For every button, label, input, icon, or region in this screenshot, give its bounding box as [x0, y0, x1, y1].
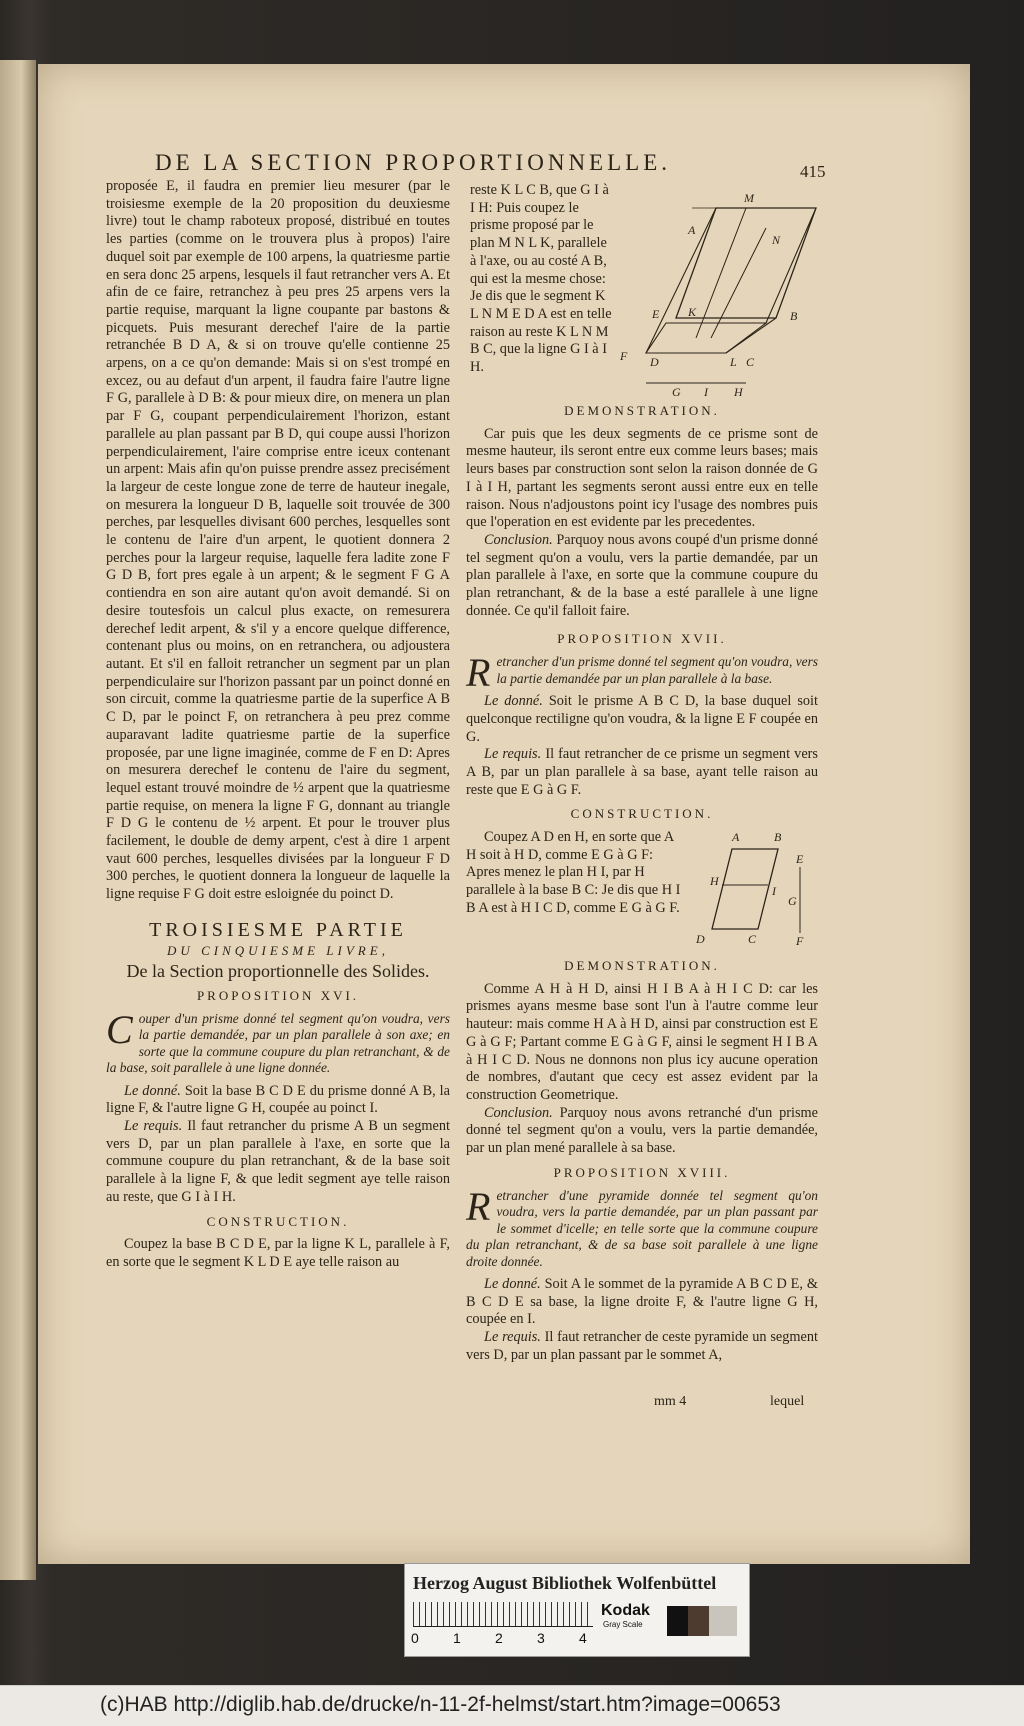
ruler-number: 0 — [411, 1630, 419, 1646]
given-label: Le donné. — [484, 693, 543, 710]
part-title: TROISIESME PARTIE — [149, 918, 407, 941]
label-f: F — [796, 934, 804, 949]
proposition-17-statement — [466, 650, 818, 696]
right-intro: reste K L C B, que G I à I H: Puis coupez le prisme proposé par le plan M N L K, parallele à l'axe, ou au costé A B, qui est la mesme chose: Je dis que le segment K L N M E D A est en telle raison au reste K L N M B C, que la ligne G I à I H. — [470, 182, 612, 376]
part-heading: De la Section proportionnelle des Solides. — [126, 961, 430, 982]
ruler-number: 3 — [537, 1630, 545, 1646]
proposition-18-statement — [466, 1183, 818, 1271]
prism-figure-1 — [616, 188, 828, 396]
proposition-17-required — [466, 746, 818, 799]
label-f: F — [620, 349, 628, 363]
kodak-logo: Kodak — [601, 1602, 650, 1619]
gray-swatch — [667, 1606, 737, 1636]
label-h: H — [734, 385, 743, 396]
proposition-16-given — [106, 1083, 450, 1118]
given-text: Soit A le sommet de la pyramide A B C D E, & B C D E sa base, la ligne droite F, & l'autre ligne G H, coupée en I. — [466, 1276, 818, 1328]
prism-outline — [712, 849, 778, 929]
proposition-18-given — [466, 1276, 818, 1329]
label-k: K — [688, 305, 697, 319]
statement-text: etrancher d'un prisme donné tel segment qu'on voudra, vers la partie demandée par un plan parallele à la base. — [496, 654, 818, 686]
right-column — [466, 396, 818, 1365]
demonstration-2-text: Comme A H à H D, ainsi H I B A à H I C D: car les prismes ayans mesme base sont l'un à l'autre comme leur hauteur: mais comme H A à H D, ainsi par construction est E G à G F; Partant comme E G à G F, ainsi le segment H I B A à H I C D. Nous ne donnons non plus icy aucune operation de nombres, d'autant que cecy est assez evident par la construction Geometrique. — [466, 980, 818, 1103]
ruler-number: 4 — [579, 1630, 587, 1646]
drop-cap: R — [466, 1183, 491, 1229]
required-text: Il faut retrancher de ceste pyramide un segment vers D, par un plan passant par le sommet A, — [466, 1329, 818, 1363]
catchword: lequel — [770, 1394, 805, 1409]
gray-scale-label: Gray Scale — [603, 1620, 643, 1629]
construction-2-block — [466, 829, 818, 951]
label-c: C — [748, 932, 757, 947]
label-g: G — [788, 894, 797, 909]
given-label: Le donné. — [484, 1276, 541, 1292]
label-a: A — [732, 830, 740, 845]
conclusion-text: Parquoy nous avons retranché d'un prisme donné tel segment qu'on a voulu, vers la partie demandée, par un plan mené parallele à sa base. — [466, 1104, 818, 1157]
ruler-number: 1 — [453, 1630, 461, 1646]
label-c: C — [746, 355, 755, 369]
page-number: 415 — [800, 162, 826, 181]
right-column-top — [470, 182, 612, 377]
label-h: H — [710, 874, 719, 889]
label-m: M — [744, 191, 754, 205]
label-l: L — [730, 355, 737, 369]
required-label: Le requis. — [484, 1329, 541, 1346]
given-text: Soit le prisme A B C D, la base duquel soit quelconque rectiligne qu'on voudra, & la ligne E F coupée en G. — [466, 693, 819, 745]
drop-cap: R — [466, 650, 491, 696]
signature-mark: mm 4 — [654, 1394, 687, 1409]
label-n: N — [772, 233, 781, 247]
label-e: E — [796, 852, 804, 867]
proposition-16-heading: PROPOSITION XVI. — [196, 987, 360, 1003]
demonstration-1-heading: DEMONSTRATION. — [564, 403, 720, 418]
given-text: Soit la base B C D E du prisme donné A B, la ligne F, & l'autre ligne G H, coupée au poinct I. — [106, 1082, 450, 1117]
given-label: Le donné. — [124, 1082, 181, 1099]
conclusion-2 — [466, 1105, 818, 1158]
adjacent-page-edge — [0, 60, 36, 1580]
conclusion-label: Conclusion. — [484, 531, 553, 548]
construction-heading: CONSTRUCTION. — [206, 1213, 350, 1229]
label-d: D — [696, 932, 705, 947]
left-paragraph: proposée E, il faudra en premier lieu mesurer (par le troisiesme exemple de la 20 proposition du deuxiesme livre) tout le champ raboteux proposé, distribué en toutes les parties (comme on le trouvera plus à propos) l'aire duquel soit par exemple de 100 arpens, la quatriesme partie en sera donc 25 arpens, lesquels il faut retrancher vers A. Et afin de ce faire, retranchez à peu pres 25 arpens vers la partie requise, marquant la ligne coupante par bastons & picquets. Puis mesurant derechef l'aire de la partie retranchée B D A, & si on trouve qu'elle contienne 25 arpens, on a ce qu'on demande: Mais si on s'est trompé en excez, ou au defaut d'un arpent, il faudra faire l'autre ligne F G, parallele à D B: & pour mieux dire, on menera un plan par F G, coupant perpendiculairement l'horizon, estant parallele au plan passant par B D, qui coupe aussi l'horizon perpendiculairement, l'aire comprise entre iceux contenant un arpent: Mais afin qu'on puisse prendre assez precisément la largeur de ceste longue zone de terre de hauteur inegale, on mesurera la longueur D B, laquelle soit trouvée de 300 perches, par lesquelles divisant 600 perches, lesquelles sont le contenu de l'aire d'un arpent, le quotient donnera 2 perches pour la largeur requise, laquelle fera ladite zone F G D B, fort pres egale à un arpent; & le segment F G A contiendra en son aire autant qu'on avoit demandé. Si on desire toutesfois un calcul plus exacte, on remesurera derechef ledit arpent, & s'il y a encore quelque difference, contenant plus ou moins, on en retranchera, ou adjoustera autant. Et s'il en falloit retrancher un segment par un plan perpendiculaire sur l'horizon passant par un poinct donné en son circuit, comme la quatriesme partie de la superfice A B C D, par le poinct F, on retranchera à peu prez comme auparavant ladite quatriesme partie de la superfice proposée, par une ligne imaginée, comme de F en D: Apres on mesurera derechef le contenu de l'aire du segment, lequel estant trouvé moindre de ½ arpent que la quatriesme partie requise, on menera la ligne F G, donnant au triangle F D G le contenu de ½ arpent. Et pour le trouver plus facilement, le double de demy arpent, c'est à dire 1 arpent vaut 600 perches, lesquelles divisées par la longueur F D 300 perches, le quotient donnera la longueur de laquelle la ligne requise F G doit estre esloignée du poinct D. — [106, 178, 451, 903]
cutting-plane-edge — [711, 228, 766, 338]
credit-bar — [0, 1685, 1024, 1726]
prism-edge — [646, 208, 716, 353]
label-e: E — [652, 307, 660, 321]
statement-text: etrancher d'une pyramide donnée tel segment qu'on voudra, vers la partie demandée, par un plan passant par le sommet d'icelle; en telle sorte que la commune coupure du plan retranchant, & de sa base soit parallele à une ligne droite donnée. — [466, 1187, 818, 1269]
prism-top-face — [676, 208, 816, 318]
required-label: Le requis. — [124, 1118, 183, 1135]
left-column — [106, 178, 450, 1272]
label-g: G — [672, 385, 681, 396]
color-target-card — [404, 1563, 750, 1657]
proposition-18-heading: PROPOSITION XVIII. — [553, 1164, 731, 1180]
proposition-16-required — [106, 1118, 450, 1207]
label-i: I — [772, 884, 776, 899]
part-subtitle: DU CINQUIESME LIVRE, — [167, 942, 389, 958]
label-b: B — [790, 309, 798, 323]
proposition-16-statement — [106, 1006, 450, 1077]
statement-text: ouper d'un prisme donné tel segment qu'on voudra, vers la partie demandée, par un plan parallele à son axe; en sorte que la commune coupure du plan retranchant, & de la base, soit parallele à une ligne donnée. — [106, 1010, 450, 1076]
required-text: Il faut retrancher du prisme A B un segment vers D, par un plan parallele à l'axe, en sorte que la commune coupure du plan retranchant, & de la base soit parallele à la ligne F, & que ledit segment aye telle raison au reste, que G I à I H. — [106, 1118, 450, 1205]
ruler-number: 2 — [495, 1630, 503, 1646]
label-a: A — [688, 223, 696, 237]
conclusion-label: Conclusion. — [484, 1104, 553, 1121]
conclusion-text: Parquoy nous avons coupé d'un prisme donné tel segment qu'on a voulu, vers la partie demandée, par un plan parallele à l'axe, en sorte que la commune coupure du plan retranchant, & de la base a esté parallele à une ligne donnée. Ce qu'il falloit faire. — [466, 531, 818, 619]
credit-link[interactable]: (c)HAB http://diglib.hab.de/drucke/n-11-2f-helmst/start.htm?image=00653 — [100, 1693, 781, 1716]
construction-2-heading: CONSTRUCTION. — [570, 806, 714, 822]
required-text: Il faut retrancher de ce prisme un segment vers A B, par un plan parallele à sa base, ayant telle raison au reste que E G à G F. — [466, 746, 818, 798]
prism-edge — [766, 208, 816, 323]
construction-2-text: Coupez A D en H, en sorte que A H soit à H D, comme E G à G F: Apres menez le plan H I, par H parallele à la base B C: Je dis que H I B A est à H I C D, comme E G à G F. — [466, 829, 681, 916]
prism-figure-2 — [688, 829, 818, 951]
proposition-17-heading: PROPOSITION XVII. — [557, 631, 727, 647]
demonstration-1-text: Car puis que les deux segments de ce prisme sont de mesme hauteur, ils seront entre eux comme leurs bases; mais leurs bases par construction sont selon la raison donnée de G I à I H, partant les segments seront aussi entre eux en telle raison. Nous n'adjoustons point icy l'usage des nombres puis que l'operation en est evidente par les precedentes. — [466, 425, 818, 531]
drop-cap: C — [106, 1006, 133, 1052]
label-i: I — [704, 385, 708, 396]
scale-ruler — [413, 1602, 593, 1627]
running-header: DE LA SECTION PROPORTIONNELLE. — [155, 150, 671, 175]
proposition-18-required — [466, 1329, 818, 1364]
conclusion-1 — [466, 532, 818, 621]
required-label: Le requis. — [484, 746, 542, 763]
library-name: Herzog August Bibliothek Wolfenbüttel — [413, 1573, 717, 1593]
construction-text: Coupez la base B C D E, par la ligne K L, parallele à F, en sorte que le segment K L D E aye telle raison au — [106, 1236, 450, 1270]
proposition-17-given — [466, 693, 818, 746]
label-b: B — [774, 830, 782, 845]
label-d: D — [650, 355, 659, 369]
demonstration-2-heading: DEMONSTRATION. — [564, 958, 720, 974]
